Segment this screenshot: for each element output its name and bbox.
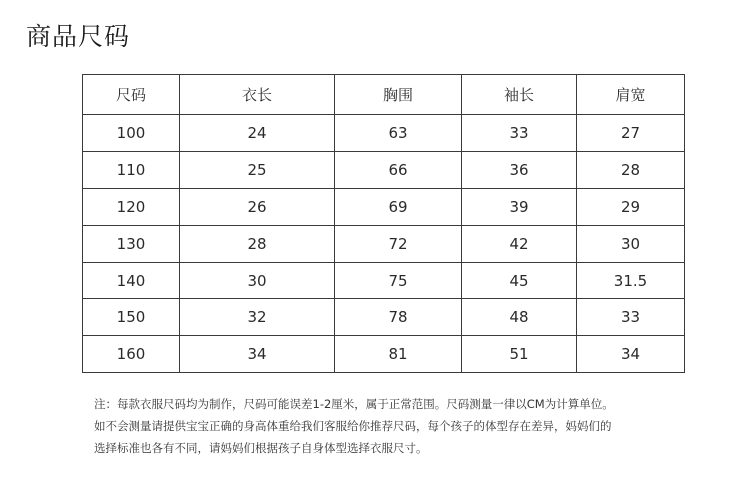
table-cell: 26 (180, 188, 335, 225)
table-row (83, 262, 685, 299)
table-cell: 28 (577, 151, 685, 188)
table-cell: 29 (577, 188, 685, 225)
table-cell: 72 (335, 225, 462, 262)
note-line: 注：每款衣服尺码均为制作，尺码可能误差1-2厘米，属于正常范围。尺码测量一律以CM为计算单位。 (94, 397, 614, 411)
column-header-sleeve: 袖长 (462, 75, 577, 115)
note-line: 如不会测量请提供宝宝正确的身高体重给我们客服给你推荐尺码，每个孩子的体型存在差异，妈妈们的 (94, 419, 612, 433)
table-row (83, 151, 685, 188)
table-row (83, 336, 685, 373)
table-cell: 69 (335, 188, 462, 225)
table-cell: 24 (180, 115, 335, 152)
size-table (82, 74, 685, 373)
table-cell: 30 (577, 225, 685, 262)
table-header-row (83, 75, 685, 115)
table-cell: 28 (180, 225, 335, 262)
column-header-chest: 胸围 (335, 75, 462, 115)
table-cell: 33 (462, 115, 577, 152)
table-cell: 66 (335, 151, 462, 188)
table-cell: 140 (83, 262, 180, 299)
table-cell: 48 (462, 299, 577, 336)
table-cell: 100 (83, 115, 180, 152)
table-cell: 30 (180, 262, 335, 299)
table-cell: 130 (83, 225, 180, 262)
table-cell: 75 (335, 262, 462, 299)
table-cell: 42 (462, 225, 577, 262)
table-cell: 34 (577, 336, 685, 373)
table-cell: 39 (462, 188, 577, 225)
table-cell: 33 (577, 299, 685, 336)
table-cell: 51 (462, 336, 577, 373)
table-cell: 150 (83, 299, 180, 336)
column-header-size: 尺码 (83, 75, 180, 115)
note-line: 选择标准也各有不同，请妈妈们根据孩子自身体型选择衣服尺寸。 (94, 441, 428, 455)
table-cell: 25 (180, 151, 335, 188)
table-cell: 160 (83, 336, 180, 373)
table-cell: 120 (83, 188, 180, 225)
table-row (83, 188, 685, 225)
table-cell: 32 (180, 299, 335, 336)
table-cell: 45 (462, 262, 577, 299)
table-row (83, 299, 685, 336)
table-cell: 78 (335, 299, 462, 336)
table-cell: 34 (180, 336, 335, 373)
table-cell: 110 (83, 151, 180, 188)
table-cell: 27 (577, 115, 685, 152)
table-cell: 81 (335, 336, 462, 373)
table-cell: 63 (335, 115, 462, 152)
table-row (83, 115, 685, 152)
table-cell: 31.5 (577, 262, 685, 299)
column-header-shoulder: 肩宽 (577, 75, 685, 115)
column-header-length: 衣长 (180, 75, 335, 115)
table-cell: 36 (462, 151, 577, 188)
size-note (94, 393, 694, 459)
page-title: 商品尺码 (26, 22, 131, 51)
table-row (83, 225, 685, 262)
